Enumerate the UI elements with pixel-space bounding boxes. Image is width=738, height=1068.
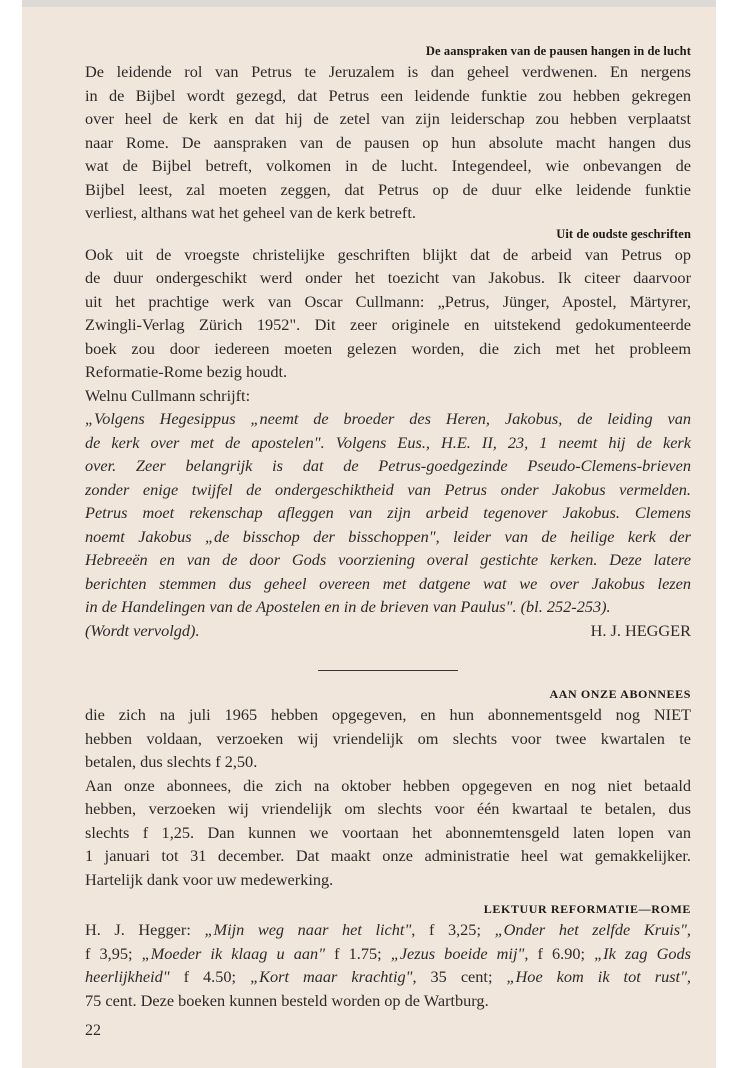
text-line: [85, 942, 691, 966]
article-section: [85, 670, 691, 900]
text-segment: f 4.50;: [169, 967, 251, 986]
text-line: over heel de kerk en dat hij de zetel van zijn leiderschap zou hebben verplaatst: [85, 109, 691, 128]
book-title: „Moeder ik klaag u aan": [141, 943, 326, 963]
section-heading: AAN ONZE ABONNEES: [549, 687, 691, 701]
text-line: verliest, althans wat het geheel van de kerk betreft.: [85, 203, 416, 222]
text-line: de duur ondergeschikt werd onder het toezicht van Jakobus. Ik citeer daarvoor: [85, 268, 691, 287]
text-line: uit het prachtige werk van Oscar Cullmann: „Petrus, Jünger, Apostel, Märtyrer,: [85, 291, 691, 311]
text-line: Welnu Cullmann schrijft:: [85, 385, 251, 405]
byline: [85, 619, 691, 643]
text-line: [85, 918, 691, 942]
text-line: die zich na juli 1965 hebben opgegeven, en hun abonnementsgeld nog NIET: [85, 705, 691, 724]
author-name: H. J. HEGGER: [590, 620, 691, 640]
text-segment: H. J. Hegger:: [85, 920, 205, 939]
block-quote: [85, 407, 691, 619]
book-title: heerlijkheid": [85, 967, 170, 986]
text-segment: , f 3,25;: [411, 920, 495, 939]
paragraph: [85, 243, 691, 384]
text-segment: , 35 cent;: [412, 967, 507, 986]
text-line: slechts f 1,25. Dan kunnen we voortaan het abonnemtensgeld laten lopen van: [85, 822, 691, 842]
text-line: wat de Bijbel betreft, volkomen in de lucht. Integendeel, wie onbevangen de: [85, 156, 691, 175]
text-line: 1 januari tot 31 december. Dat maakt onze administratie heel wat gemakkelijker.: [85, 846, 691, 865]
section-heading: De aanspraken van de pausen hangen in de lucht: [425, 44, 691, 58]
continued-note: (Wordt vervolgd).: [85, 620, 200, 640]
text-line: „Volgens Hegesippus „neemt de broeder des Heren, Jakobus, de leiding van: [85, 409, 691, 428]
paragraph: [85, 918, 691, 1012]
text-line: berichten stemmen dus geheel overeen met datgene wat we over Jakobus lezen: [85, 573, 691, 593]
text-segment: f 3,95;: [85, 943, 142, 963]
paragraph: [85, 384, 691, 408]
article-section: [85, 42, 691, 225]
text-segment: , f 6.90;: [524, 943, 595, 963]
page-number: 22: [85, 1022, 101, 1039]
text-segment: f 1.75;: [325, 943, 391, 963]
scanned-page: [22, 0, 716, 1068]
section-heading: Uit de oudste geschriften: [556, 226, 691, 241]
text-line: Zwingli-Verlag Zürich 1952". Dit zeer originele en uitstekend gedokumenteerde: [85, 315, 691, 334]
section-heading: LEKTUUR REFORMATIE—ROME: [483, 902, 691, 916]
book-title: „Onder het zelfde Kruis": [494, 920, 687, 939]
text-line: Aan onze abonnees, die zich na oktober hebben opgegeven en nog niet betaald: [85, 775, 691, 795]
text-line: hebben voldaan, verzoeken wij vriendelijk om slechts voor twee kwartalen te: [85, 728, 691, 748]
text-line: Petrus moet rekenschap afleggen van zijn arbeid tegenover Jakobus. Clemens: [85, 503, 691, 522]
paragraph: [85, 703, 691, 774]
article-section: [85, 225, 691, 643]
book-title: „Mijn weg naar het licht": [204, 920, 412, 939]
text-line: Reformatie-Rome bezig houdt.: [85, 362, 288, 381]
text-line: de kerk over met de apostelen". Volgens Eus., H.E. II, 23, 1 neemt hij de kerk: [85, 432, 691, 452]
section-divider: [318, 670, 458, 671]
text-line: zonder enige twijfel de ondergeschiktheid van Petrus onder Jakobus vermelden.: [85, 479, 691, 499]
text-line: in de Bijbel wordt gezegd, dat Petrus een leidende funktie zou hebben gekregen: [85, 85, 691, 105]
text-segment: 75 cent. Deze boeken kunnen besteld worden op de Wartburg.: [85, 990, 489, 1010]
text-line: naar Rome. De aanspraken van de pausen op hun absolute macht hangen dus: [85, 132, 691, 152]
text-line: Hartelijk dank voor uw medewerking.: [85, 869, 334, 889]
text-line: Hebreeën en van de door Gods voorziening overal gestichte kerken. Deze latere: [85, 550, 691, 569]
text-segment: ,: [686, 967, 691, 986]
book-title: „Ik zag Gods: [594, 943, 692, 963]
spacer: [85, 891, 691, 900]
page-content: [85, 42, 691, 1042]
text-line: over. Zeer belangrijk is dat de Petrus-goedgezinde Pseudo-Clemens-brieven: [85, 456, 691, 475]
text-line: boek zou door iedereen moeten gelezen worden, die zich met het probleem: [85, 338, 691, 358]
text-line: [85, 989, 691, 1013]
article-section: [85, 900, 691, 1012]
text-line: Bijbel leest, zal moeten zeggen, dat Petrus op de duur elke leidende funktie: [85, 179, 691, 199]
text-line: De leidende rol van Petrus te Jeruzalem is dan geheel verdwenen. En nergens: [85, 62, 691, 81]
book-title: „Jezus boeide mij": [390, 943, 525, 963]
text-line: Ook uit de vroegste christelijke geschriften blijkt dat de arbeid van Petrus op: [85, 244, 691, 264]
text-segment: ,: [686, 920, 691, 939]
book-title: „Hoe kom ik tot rust": [506, 967, 687, 986]
text-line: hebben, verzoeken wij vriendelijk om slechts voor één kwartaal te betalen, dus: [85, 799, 691, 818]
book-title: „Kort maar krachtig": [250, 967, 413, 986]
scan-edge: [22, 0, 716, 7]
paragraph: [85, 774, 691, 892]
text-line: betalen, dus slechts f 2,50.: [85, 752, 258, 771]
paragraph: [85, 60, 691, 225]
text-line: noemt Jakobus „de bisschop der bisschoppen", leider van de heilige kerk der: [85, 526, 691, 546]
text-line: [85, 965, 691, 989]
text-line: in de Handelingen van de Apostelen en in de brieven van Paulus". (bl. 252-253).: [85, 597, 611, 616]
